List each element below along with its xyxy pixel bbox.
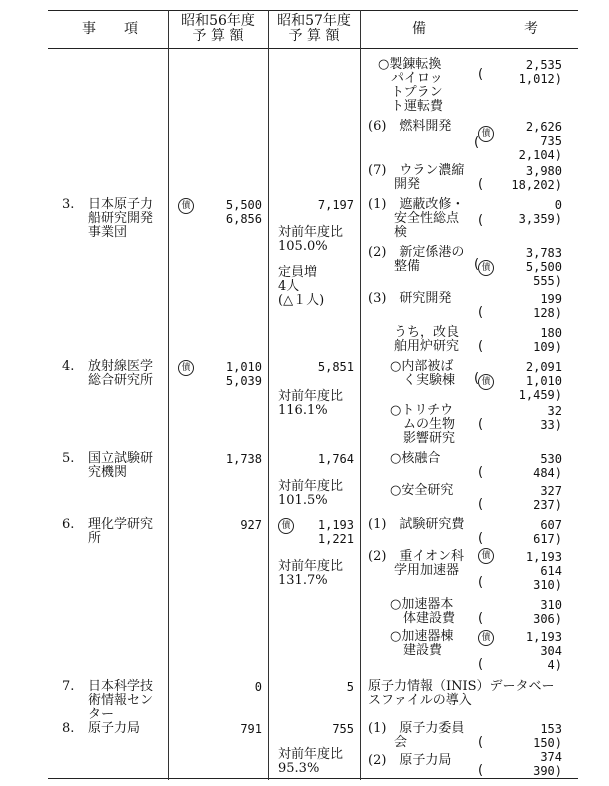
row-3-budget-56: 5,500 6,856	[225, 198, 262, 226]
remark-aec: (1) 原子力委員 会	[368, 721, 465, 750]
bracket-open: (	[478, 417, 484, 432]
row-7-name: 日本科学技 術情報セン ター	[88, 679, 154, 722]
remark-new-port-values: 3,783 5,500 555)	[525, 246, 562, 288]
row-5-budget-56: 1,738	[225, 452, 262, 466]
row-6-ratio: 対前年度比 131.7%	[278, 559, 344, 588]
remark-atomic-bureau: (2) 原子力局	[368, 753, 452, 768]
bond-seal-icon: 債	[178, 360, 194, 376]
remark-safety-values: 327 237)	[533, 484, 562, 512]
row-3-number: 3.	[62, 197, 75, 212]
remark-heavy-ion-values: 1,193 614 310)	[525, 550, 562, 592]
bracket-open: (	[478, 657, 484, 672]
bracket-open: (	[478, 177, 484, 192]
row-3-ratio: 対前年度比 105.0%	[278, 225, 344, 254]
column-divider-3	[360, 10, 361, 780]
bracket-open: (	[478, 531, 484, 546]
header-budget-56: 昭和56年度 予 算 額	[181, 13, 255, 44]
bracket-open: (	[478, 575, 484, 590]
bracket-open: (	[478, 611, 484, 626]
bond-seal-icon: 債	[278, 518, 294, 534]
bracket-open: (	[478, 213, 484, 228]
row-4-budget-57: 5,851	[317, 360, 354, 374]
row-6-number: 6.	[62, 517, 75, 532]
row-8-number: 8.	[62, 721, 75, 736]
header-remarks: 備 考	[412, 21, 538, 37]
row-3-budget-57: 7,197	[317, 198, 354, 212]
table-top-rule	[48, 10, 578, 11]
row-4-budget-56: 1,010 5,039	[225, 360, 262, 388]
remark-accelerator-main-values: 310 306)	[533, 598, 562, 626]
column-divider-1	[168, 10, 169, 780]
row-6-name: 理化学研究 所	[88, 517, 154, 546]
bracket-open: (	[478, 67, 484, 82]
row-5-name: 国立試験研 究機関	[88, 451, 154, 480]
row-3-staff: 定員増 4人 (△１人)	[278, 265, 325, 308]
remark-research-dev-values: 199 128)	[533, 292, 562, 320]
row-5-number: 5.	[62, 451, 75, 466]
remark-pilot-plant: ○製錬転換 パイロッ トプラン ト運転費	[378, 57, 444, 114]
row-4-ratio: 対前年度比 116.1%	[278, 389, 344, 418]
row-8-budget-57: 755	[332, 722, 354, 736]
bracket-open: (	[478, 735, 484, 750]
remark-exposure-lab: ○内部被ば く実験棟	[390, 359, 456, 388]
remark-shield-values: 0 3,359)	[518, 198, 562, 226]
row-6-budget-56: 927	[240, 518, 262, 532]
remark-fusion: ○核融合	[390, 451, 441, 466]
bracket-open: (	[478, 763, 484, 778]
row-7-budget-57: 5	[346, 680, 354, 694]
bond-seal-icon: 債	[478, 630, 494, 646]
remark-aec-values: 153 150)	[533, 722, 562, 750]
bracket-open: (	[474, 371, 480, 386]
row-4-name: 放射線医学 総合研究所	[88, 359, 154, 388]
bracket-open: (	[478, 497, 484, 512]
column-divider-2	[268, 10, 269, 780]
remark-exposure-lab-values: 2,091 1,010 1,459)	[518, 360, 562, 402]
row-5-ratio: 対前年度比 101.5%	[278, 479, 344, 508]
row-8-name: 原子力局	[88, 721, 141, 736]
row-7-budget-56: 0	[254, 680, 262, 694]
remark-heavy-ion: (2) 重イオン科 学用加速器	[368, 549, 465, 578]
remark-tritium: ○トリチウ ムの生物 影響研究	[390, 403, 456, 446]
remark-accelerator-building-values: 1,193 304 4)	[525, 630, 562, 672]
remark-inis: 原子力情報（INIS）データベー スファイルの導入	[368, 679, 555, 708]
row-3-name: 日本原子力 船研究開発 事業団	[88, 197, 154, 240]
header-budget-57: 昭和57年度 予 算 額	[277, 13, 351, 44]
remark-fuel-dev-values: 2,626 735 2,104)	[518, 120, 562, 162]
remark-test-research: (1) 試験研究費	[368, 517, 465, 532]
bracket-open: (	[478, 465, 484, 480]
remark-accelerator-main: ○加速器本 体建設費	[390, 597, 456, 626]
remark-new-port: (2) 新定係港の 整備	[368, 245, 465, 274]
header-bottom-rule	[48, 48, 578, 49]
remark-safety: ○安全研究	[390, 483, 454, 498]
remark-reactor-values: 180 109)	[533, 326, 562, 354]
table-bottom-rule	[48, 778, 578, 779]
remark-research-dev: (3) 研究開発	[368, 291, 452, 306]
row-8-budget-56: 791	[240, 722, 262, 736]
bond-seal-icon: 債	[178, 198, 194, 214]
remark-fuel-dev: (6) 燃料開発	[368, 119, 452, 134]
row-8-ratio: 対前年度比 95.3%	[278, 747, 344, 776]
row-7-number: 7.	[62, 679, 75, 694]
row-4-number: 4.	[62, 359, 75, 374]
bond-seal-icon: 債	[478, 548, 494, 564]
remark-fusion-values: 530 484)	[533, 452, 562, 480]
remark-test-research-values: 607 617)	[533, 518, 562, 546]
remark-uranium-values: 3,980 18,202)	[511, 164, 562, 192]
bond-seal-icon: 債	[478, 260, 494, 276]
bracket-open: (	[474, 135, 480, 150]
bond-seal-icon: 債	[478, 126, 494, 142]
remark-reactor: うち，改良 舶用炉研究	[394, 325, 460, 354]
header-item: 事 項	[82, 21, 138, 37]
bond-seal-icon: 債	[478, 374, 494, 390]
bracket-open: (	[474, 257, 480, 272]
row-6-budget-57: 1,193 1,221	[317, 518, 354, 546]
row-5-budget-57: 1,764	[317, 452, 354, 466]
bracket-open: (	[478, 339, 484, 354]
bracket-open: (	[478, 305, 484, 320]
remark-uranium: (7) ウラン濃縮 開発	[368, 163, 465, 192]
remark-atomic-bureau-values: 374 390)	[533, 750, 562, 778]
remark-accelerator-building: ○加速器棟 建設費	[390, 629, 454, 658]
remark-tritium-values: 32 33)	[540, 404, 562, 432]
remark-shield: (1) 遮蔽改修・ 安全性総点 検	[368, 197, 465, 240]
remark-pilot-plant-values: 2,535 1,012)	[518, 58, 562, 86]
